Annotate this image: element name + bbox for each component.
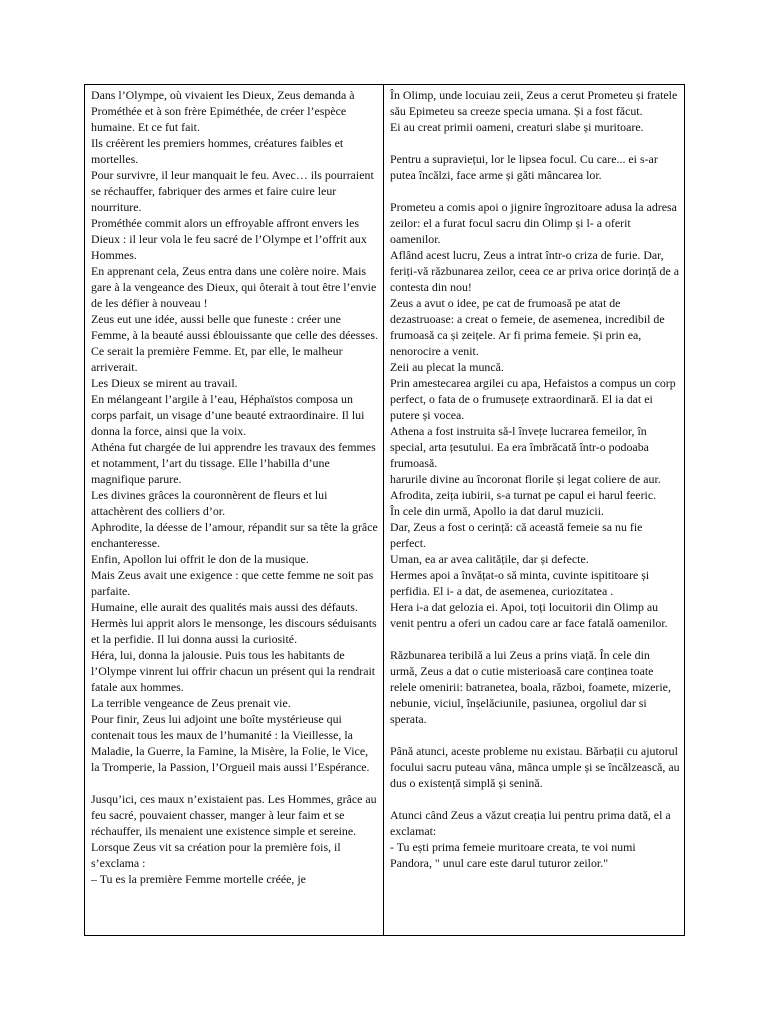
paragraph: – Tu es la première Femme mortelle créée, je (91, 872, 306, 886)
paragraph: Hermes apoi a învățat-o să minta, cuvinte ispititoare și perfidia. El i- a dat, de asemenea, curiozitatea . (390, 568, 650, 598)
paragraph: Ils créèrent les premiers hommes, créatures faibles et mortelles. (91, 136, 344, 166)
paragraph: Prometeu a comis apoi o jignire îngrozitoare adusa la adresa zeilor: el a furat focul sacru din Olimp și l- a oferit oamenilor. (390, 200, 677, 246)
paragraph: En apprenant cela, Zeus entra dans une colère noire. Mais gare à la vengeance des Dieux, qui ôterait à tout être l’envie de les défier à nouveau ! (91, 264, 377, 310)
paragraph: Până atunci, aceste probleme nu existau. Bărbații cu ajutorul focului sacru puteau vâna, mânca umple și se încălzească, au dus o existență simplă și senină. (390, 744, 680, 790)
romanian-column (384, 85, 684, 935)
paragraph: Dar, Zeus a fost o cerință: că această femeie sa nu fie perfect. (390, 520, 643, 550)
blank-line (390, 727, 680, 743)
paragraph: En mélangeant l’argile à l’eau, Héphaïstos composa un corps parfait, un visage d’une beauté extraordinaire. Il lui donna la force, ainsi que la voix. (91, 392, 365, 438)
paragraph: Răzbunarea teribilă a lui Zeus a prins viață. În cele din urmă, Zeus a dat o cutie misterioasă care conținea toate relele omenirii: batranetea, boala, război, foamete, mizerie, nebunie, viciul, înșelăciunile, pasiunea, orgoliul dar si sperata. (390, 648, 671, 726)
paragraph: Afrodita, zeița iubirii, s-a turnat pe capul ei harul feeric. (390, 488, 657, 502)
paragraph: La terrible vengeance de Zeus prenait vie. (91, 696, 291, 710)
paragraph: Ei au creat primii oameni, creaturi slabe și muritoare. (390, 120, 644, 134)
paragraph: Héra, lui, donna la jalousie. Puis tous les habitants de l’Olympe vinrent lui offrir chacun un présent qui la rendrait fatale aux hommes. (91, 648, 376, 694)
paragraph: Zeii au plecat la muncă. (390, 360, 504, 374)
french-column (85, 85, 384, 935)
paragraph: Hermès lui apprit alors le mensonge, les discours séduisants et la perfidie. Il lui donna aussi la curiosité. (91, 616, 377, 646)
translation-table (84, 84, 685, 936)
paragraph: Prin amestecarea argilei cu apa, Hefaistos a compus un corp perfect, o fata de o frumusețe extraordinară. El ia dat ei putere și vocea. (390, 376, 676, 422)
blank-line (91, 775, 379, 791)
blank-line (390, 135, 680, 151)
paragraph: În Olimp, unde locuiau zeii, Zeus a cerut Prometeu și fratele său Epimeteu sa creeze specia umana. Și a fost făcut. (390, 88, 678, 118)
paragraph: Hera i-a dat gelozia ei. Apoi, toți locuitorii din Olimp au venit pentru a oferi un cadou care ar face fatală oamenilor. (390, 600, 668, 630)
paragraph: Jusqu’ici, ces maux n’existaient pas. Les Hommes, grâce au feu sacré, pouvaient chasser, manger à leur faim et se réchauffer, ils menaient une existence simple et sereine. (91, 792, 377, 838)
paragraph: Athéna fut chargée de lui apprendre les travaux des femmes et notamment, l’art du tissage. Elle l’habilla d’une magnifique parure. (91, 440, 376, 486)
blank-line (390, 791, 680, 807)
paragraph: Aflând acest lucru, Zeus a intrat într-o criza de furie. Dar, feriți-vă răzbunarea zeilor, ceea ce ar priva orice dorință de a contesta din nou! (390, 248, 680, 294)
paragraph: Pour survivre, il leur manquait le feu. Avec… ils pourraient se réchauffer, fabriquer des armes et faire cuire leur nourriture. (91, 168, 374, 214)
paragraph: harurile divine au încoronat florile și legat coliere de aur. (390, 472, 661, 486)
paragraph: Lorsque Zeus vit sa création pour la première fois, il s’exclama : (91, 840, 341, 870)
paragraph: Dans l’Olympe, où vivaient les Dieux, Zeus demanda à Prométhée et à son frère Epiméthée, de créer l’espèce humaine. Et ce fut fait. (91, 88, 355, 134)
paragraph: Pour finir, Zeus lui adjoint une boîte mystérieuse qui contenait tous les maux de l’humanité : la Vieillesse, la Maladie, la Guerre, la Famine, la Misère, la Folie, le Vice, la Tromperie, la Passion, l’Orgueil mais aussi l’Espérance. (91, 712, 370, 774)
paragraph: Enfin, Apollon lui offrit le don de la musique. (91, 552, 309, 566)
paragraph: Zeus eut une idée, aussi belle que funeste : créer une Femme, à la beauté aussi éblouissante que celle des déesses. Ce serait la première Femme. Et, par elle, le malheur arriverait. (91, 312, 378, 374)
paragraph: Mais Zeus avait une exigence : que cette femme ne soit pas parfaite. (91, 568, 374, 598)
paragraph: - Tu ești prima femeie muritoare creata, te voi numi Pandora, " unul care este darul tuturor zeilor." (390, 840, 636, 870)
blank-line (390, 631, 680, 647)
paragraph: Prométhée commit alors un effroyable affront envers les Dieux : il leur vola le feu sacré de l’Olympe et l’offrit aux Hommes. (91, 216, 367, 262)
paragraph: Aphrodite, la déesse de l’amour, répandit sur sa tête la grâce enchanteresse. (91, 520, 378, 550)
paragraph: Pentru a supraviețui, lor le lipsea focul. Cu care... ei s-ar putea încălzi, face arme și găti mâncarea lor. (390, 152, 658, 182)
paragraph: Athena a fost instruita să-l învețe lucrarea femeilor, în special, arta țesutului. Ea era îmbrăcată într-o podoaba frumoasă. (390, 424, 649, 470)
paragraph: Uman, ea ar avea calitățile, dar și defecte. (390, 552, 589, 566)
paragraph: Zeus a avut o idee, pe cat de frumoasă pe atat de dezastruoase: a creat o femeie, de asemenea, incredibil de frumoasă ca și zeițele. Ar fi prima femeie. Și prin ea, nenorocire a venit. (390, 296, 665, 358)
paragraph: Humaine, elle aurait des qualités mais aussi des défauts. (91, 600, 358, 614)
paragraph: Les divines grâces la couronnèrent de fleurs et lui attachèrent des colliers d’or. (91, 488, 328, 518)
paragraph: Les Dieux se mirent au travail. (91, 376, 238, 390)
blank-line (390, 183, 680, 199)
paragraph: În cele din urmă, Apollo ia dat darul muzicii. (390, 504, 604, 518)
paragraph: Atunci când Zeus a văzut creația lui pentru prima dată, el a exclamat: (390, 808, 671, 838)
